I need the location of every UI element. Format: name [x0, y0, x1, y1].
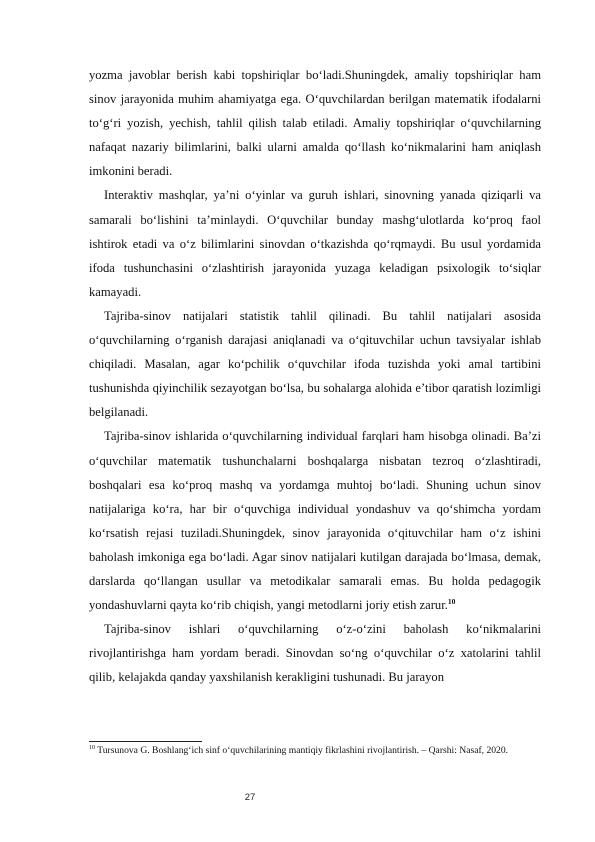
page-number: 27 — [244, 792, 256, 803]
footnote-reference[interactable]: 10 — [447, 596, 456, 606]
footnote-separator — [89, 741, 202, 742]
paragraph-3 — [89, 304, 541, 424]
paragraph-4 — [89, 424, 541, 617]
paragraph-2-text: Interaktiv mashqlar, ya’ni o‘yinlar va guruh ishlari, sinovning yanada qiziqarli va samarali bo‘lishini ta’minlaydi. O‘quvchilar bunday mashg‘ulotlarda ko‘proq faol ishtirok etadi va o‘z bilimlarini sinovdan o‘tkazishda qo‘rqmaydi. Bu usul yordamida ifoda tushunchasini o‘zlashtirish jarayonida yuzaga keladigan psixologik to‘siqlar kamayadi. — [89, 188, 541, 299]
footnote — [89, 745, 529, 757]
paragraph-5 — [89, 617, 541, 689]
paragraph-1-text: yozma javoblar berish kabi topshiriqlar bo‘ladi.Shuningdek, amaliy topshiriqlar ham sinov jarayonida muhim ahamiyatga ega. O‘quvchilardan berilgan matematik ifodalarni to‘g‘ri yozish, yechish, tahlil qilish talab etiladi. Amaliy topshiriqlar o‘quvchilarning nafaqat nazariy bilimlarini, balki ularni amalda qo‘llash ko‘nikmalarini ham aniqlash imkonini beradi. — [89, 68, 541, 179]
paragraph-1 — [89, 63, 541, 183]
footnote-number: 10 — [89, 744, 95, 751]
footnote-text: Tursunova G. Boshlang‘ich sinf o‘quvchilarining mantiqiy fikrlashini rivojlantirish. – Qarshi: Nasaf, 2020. — [97, 745, 509, 756]
paragraph-3-text: Tajriba-sinov natijalari statistik tahlil qilinadi. Bu tahlil natijalari asosida o‘quvchilarning o‘rganish darajasi aniqlanadi va o‘qituvchilar uchun tavsiyalar ishlab chiqiladi. Masalan, agar ko‘pchilik o‘quvchilar ifoda tuzishda yoki amal tartibini tushunishda qiyinchilik sezayotgan bo‘lsa, bu sohalarga alohida e’tibor qaratish lozimligi belgilanadi. — [89, 308, 541, 420]
paragraph-5-text: Tajriba-sinov ishlari o‘quvchilarning o‘z-o‘zini baholash ko‘nikmalarini rivojlantirishga ham yordam beradi. Sinovdan so‘ng o‘quvchilar o‘z xatolarini tahlil qilib, kelajakda qanday yaxshilanish kerakligini tushunadi. Bu jarayon — [89, 622, 541, 685]
paragraph-4-text: Tajriba-sinov ishlarida o‘quvchilarning individual farqlari ham hisobga olinadi. Ba’zi o‘quvchilar matematik tushunchalarni boshqalarga nisbatan tezroq o‘zlashtiradi, boshqalari esa ko‘proq mashq va yordamga muhtoj bo‘ladi. Shuning uchun sinov natijalariga ko‘ra, har bir o‘quvchiga individual yondashuv va qo‘shimcha yordam ko‘rsatish rejasi tuziladi.Shuningdek, sinov jarayonida o‘qituvchilar ham o‘z ishini baholash imkoniga ega bo‘ladi. Agar sinov natijalari kutilgan darajada bo‘lmasa, demak, darslarda qo‘llangan usullar va metodikalar samarali emas. Bu holda pedagogik yondashuvlarni qayta ko‘rib chiqish, yangi metodlarni joriy etish zarur. — [89, 429, 541, 613]
body-text — [89, 63, 541, 689]
paragraph-2 — [89, 183, 541, 303]
